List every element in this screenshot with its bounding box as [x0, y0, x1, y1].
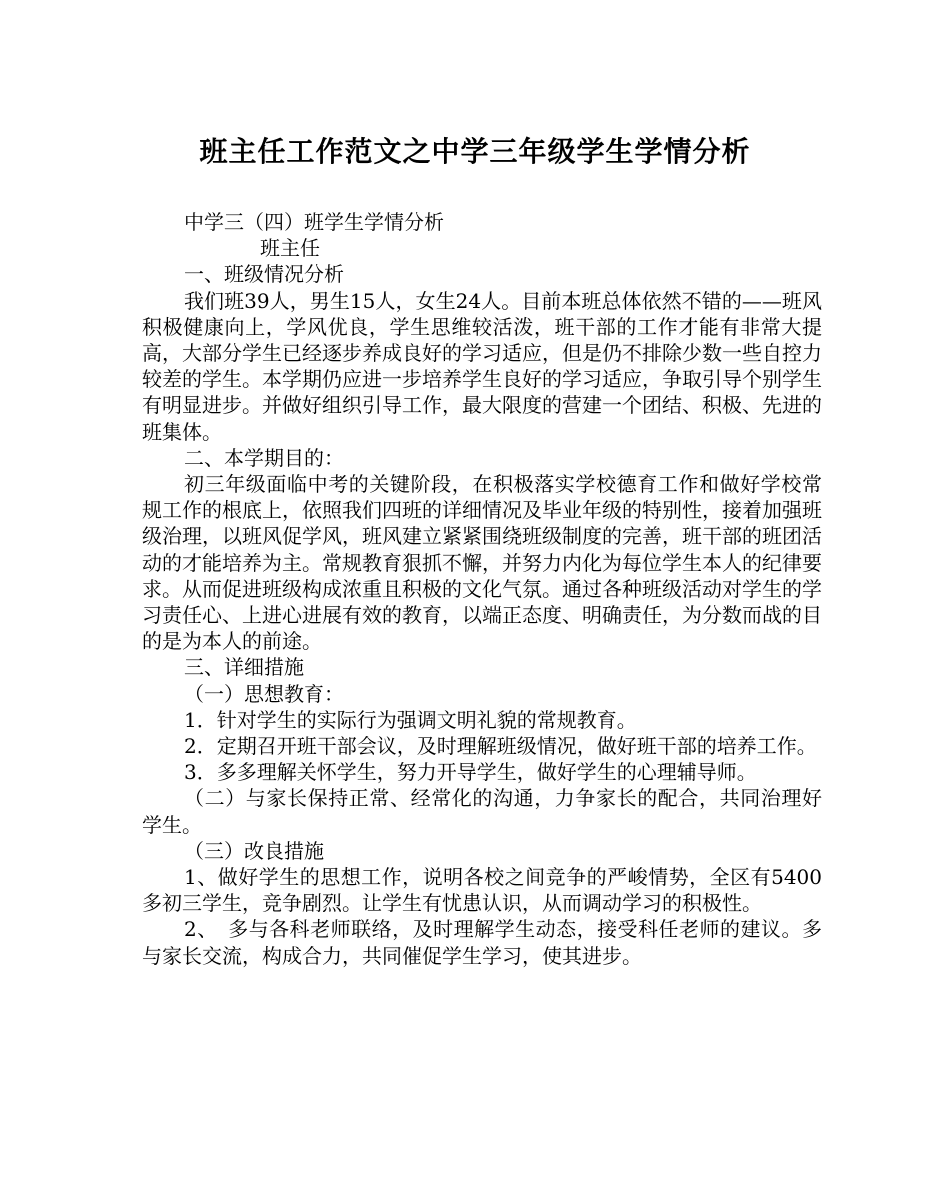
paragraph-class-situation: 我们班39人，男生15人，女生24人。目前本班总体依然不错的——班风积极健康向上，学风优良，学生思维较活泼，班干部的工作才能有非常大提高，大部分学生已经逐步养成良好的学习适应，但是仍不排除少数一些自控力较差的学生。本学期仍应进一步培养学生良好的学习适应，争取引导个别学生有明显进步。并做好组织引导工作，最大限度的营建一个团结、积极、先进的班集体。	[142, 288, 822, 444]
list-item: 1、做好学生的思想工作，说明各校之间竞争的严峻情势，全区有5400多初三学生，竞争剧烈。让学生有忧患认识，从而调动学习的积极性。	[142, 865, 822, 916]
subsection-parent-communication: （二）与家长保持正常、经常化的沟通，力争家长的配合，共同治理好学生。	[142, 786, 822, 837]
document-title: 班主任工作范文之中学三年级学生学情分析	[199, 135, 751, 168]
class-analysis-heading: 中学三（四）班学生学情分析	[184, 210, 444, 234]
document-body	[142, 209, 822, 969]
section-heading-2: 二、本学期目的：	[184, 445, 344, 470]
paragraph-semester-goals: 初三年级面临中考的关键阶段，在积极落实学校德育工作和做好学校常规工作的根底上，依照我们四班的详细情况及毕业年级的特别性，接着加强班级治理，以班风促学风，班风建立紧紧围绕班级制度的完善，班干部的班团活动的才能培养为主。常规教育狠抓不懈，并努力内化为每位学生本人的纪律要求。从而促进班级构成浓重且积极的文化气氛。通过各种班级活动对学生的学习责任心、上进心进展有效的教育，以端正态度、明确责任，为分数而战的目的是为本人的前途。	[142, 472, 822, 654]
section-heading-1: 一、班级情况分析	[184, 262, 344, 287]
teacher-label-text: 班主任	[260, 236, 320, 261]
list-item: 1．针对学生的实际行为强调文明礼貌的常规教育。	[184, 707, 637, 732]
list-item: 3．多多理解关怀学生，努力开导学生，做好学生的心理辅导师。	[184, 760, 757, 785]
list-item: 2、 多与各科老师联络，及时理解学生动态，接受科任老师的建议。多与家长交流，构成合力，共同催促学生学习，使其进步。	[142, 917, 822, 968]
subsection-ideological-education: （一）思想教育：	[184, 681, 344, 706]
teacher-label	[142, 235, 822, 261]
subsection-improvement-measures: （三）改良措施	[184, 838, 324, 863]
section-heading-3: 三、详细措施	[184, 655, 304, 680]
list-item: 2．定期召开班干部会议，及时理解班级情况，做好班干部的培养工作。	[184, 734, 817, 759]
